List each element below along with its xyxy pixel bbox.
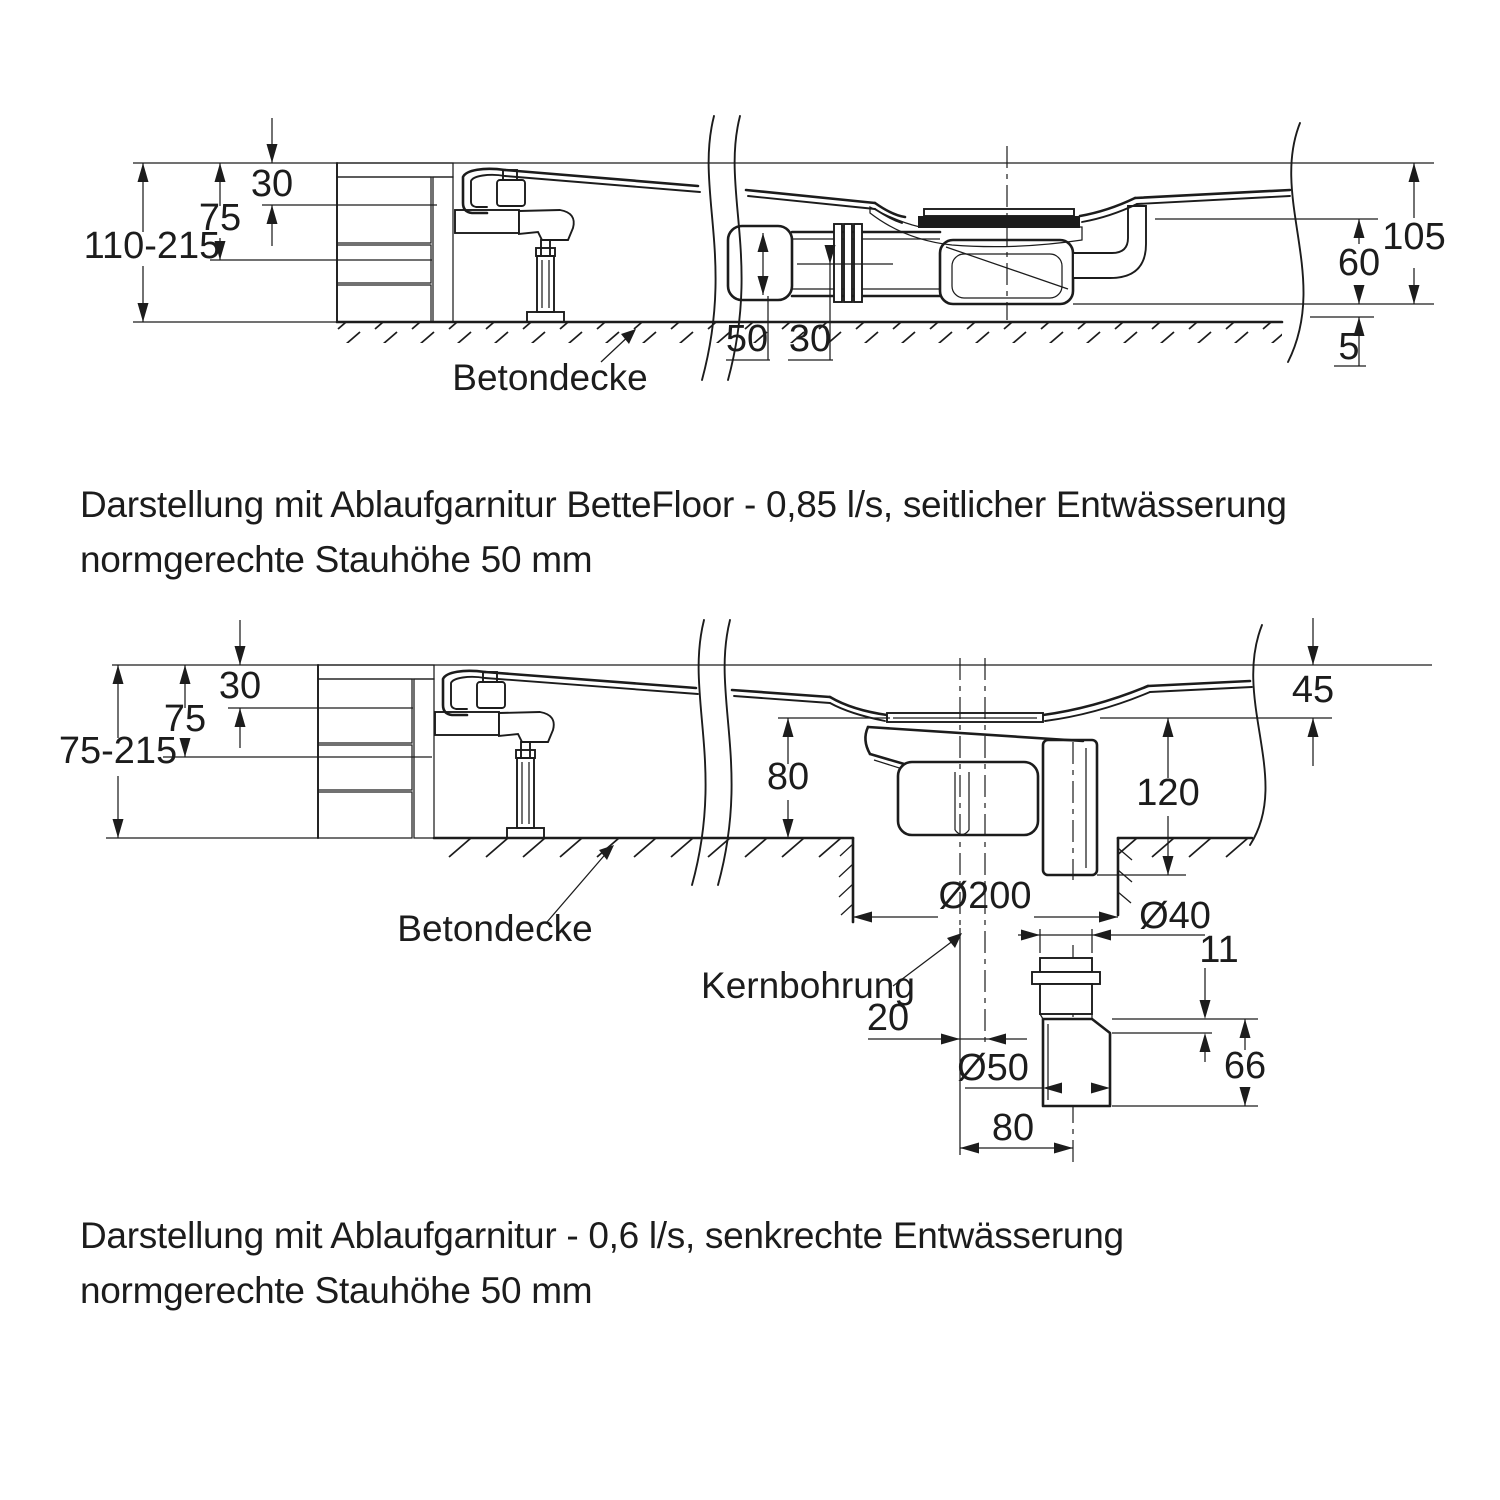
fig2-dim-20 [867, 997, 1027, 1045]
fig2-betondecke-label: Betondecke [397, 908, 593, 949]
fig2-dim-range [59, 665, 318, 838]
fig2-dim-80b-label: 80 [991, 1107, 1035, 1149]
fig2-dim-66 [1112, 1019, 1266, 1106]
fig2-dim-66-label: 66 [1223, 1045, 1267, 1087]
fig1-dim-range-label: 110-215 [83, 225, 221, 267]
figure2-caption [80, 1208, 1124, 1318]
fig1-dim-30 [251, 118, 437, 246]
fig1-dim-pipe50-label: 50 [725, 318, 769, 360]
fig1-dim-pipe30-label: 30 [788, 318, 832, 360]
figure1-caption [80, 477, 1287, 587]
fig1-dim-range [84, 163, 337, 322]
fig1-dim-5-label: 5 [1338, 326, 1360, 368]
fig1-dim-pipe30 [788, 245, 836, 360]
fig1-dim-60-label: 60 [1337, 242, 1381, 284]
fig2-tray-sheet [485, 672, 1252, 721]
figure1-side-drain-section [84, 116, 1446, 398]
fig1-dim-75-label: 75 [198, 197, 242, 239]
fig2-drain-body [865, 713, 1097, 875]
fig2-dim-80 [767, 718, 890, 838]
fig2-dim-80b [960, 1107, 1073, 1154]
fig2-dim-30 [219, 620, 413, 748]
fig2-dim-11 [1112, 929, 1239, 1062]
fig1-outlet-pipe [728, 224, 940, 302]
figure1-caption-line1: Darstellung mit Ablaufgarnitur BetteFloor - 0,85 l/s, seitlicher Entwässerung [80, 484, 1287, 525]
fig2-tray-edge-profile [435, 671, 554, 838]
fig2-dim-80-label: 80 [766, 756, 810, 798]
fig2-dim-20-label: 20 [866, 997, 910, 1039]
fig2-kernbohrung-callout [701, 933, 962, 1006]
fig2-dim-range-label: 75-215 [58, 730, 178, 772]
fig2-dim-11-label: 11 [1199, 929, 1239, 971]
figure2-caption-line1: Darstellung mit Ablaufgarnitur - 0,6 l/s, senkrechte Entwässerung [80, 1215, 1124, 1256]
fig2-betondecke-callout [397, 845, 614, 949]
fig1-tray-edge-profile [455, 169, 574, 322]
fig1-dim-60 [1155, 219, 1380, 304]
fig2-dim-d40-label: Ø40 [1139, 895, 1211, 937]
fig2-dim-120-label: 120 [1136, 772, 1200, 814]
fig2-outlet-fitting [1032, 958, 1110, 1106]
fig1-tray-sheet [505, 170, 875, 209]
fig2-dim-core-label: Ø200 [938, 875, 1032, 917]
fig1-wall-section [337, 163, 453, 322]
fig2-dim-30-label: 30 [218, 665, 262, 707]
figure2-vertical-drain-section [59, 618, 1432, 1162]
fig2-dim-d50-label: Ø50 [957, 1047, 1029, 1089]
fig1-dim-5 [1310, 317, 1374, 368]
fig2-dim-d40 [1018, 895, 1211, 953]
fig2-dim-core [853, 875, 1118, 923]
fig2-dim-45-label: 45 [1291, 669, 1335, 711]
fig2-wall-section [318, 665, 434, 838]
fig1-dim-30-label: 30 [250, 163, 294, 205]
figure1-caption-line2: normgerechte Stauhöhe 50 mm [80, 539, 593, 580]
fig2-kernbohrung-label: Kernbohrung [701, 965, 915, 1006]
fig1-betondecke-label: Betondecke [452, 357, 648, 398]
fig2-dim-75-label: 75 [163, 698, 207, 740]
fig1-drain-grate [870, 190, 1290, 247]
fig1-dim-105-label: 105 [1382, 216, 1446, 258]
figure2-caption-line2: normgerechte Stauhöhe 50 mm [80, 1270, 593, 1311]
